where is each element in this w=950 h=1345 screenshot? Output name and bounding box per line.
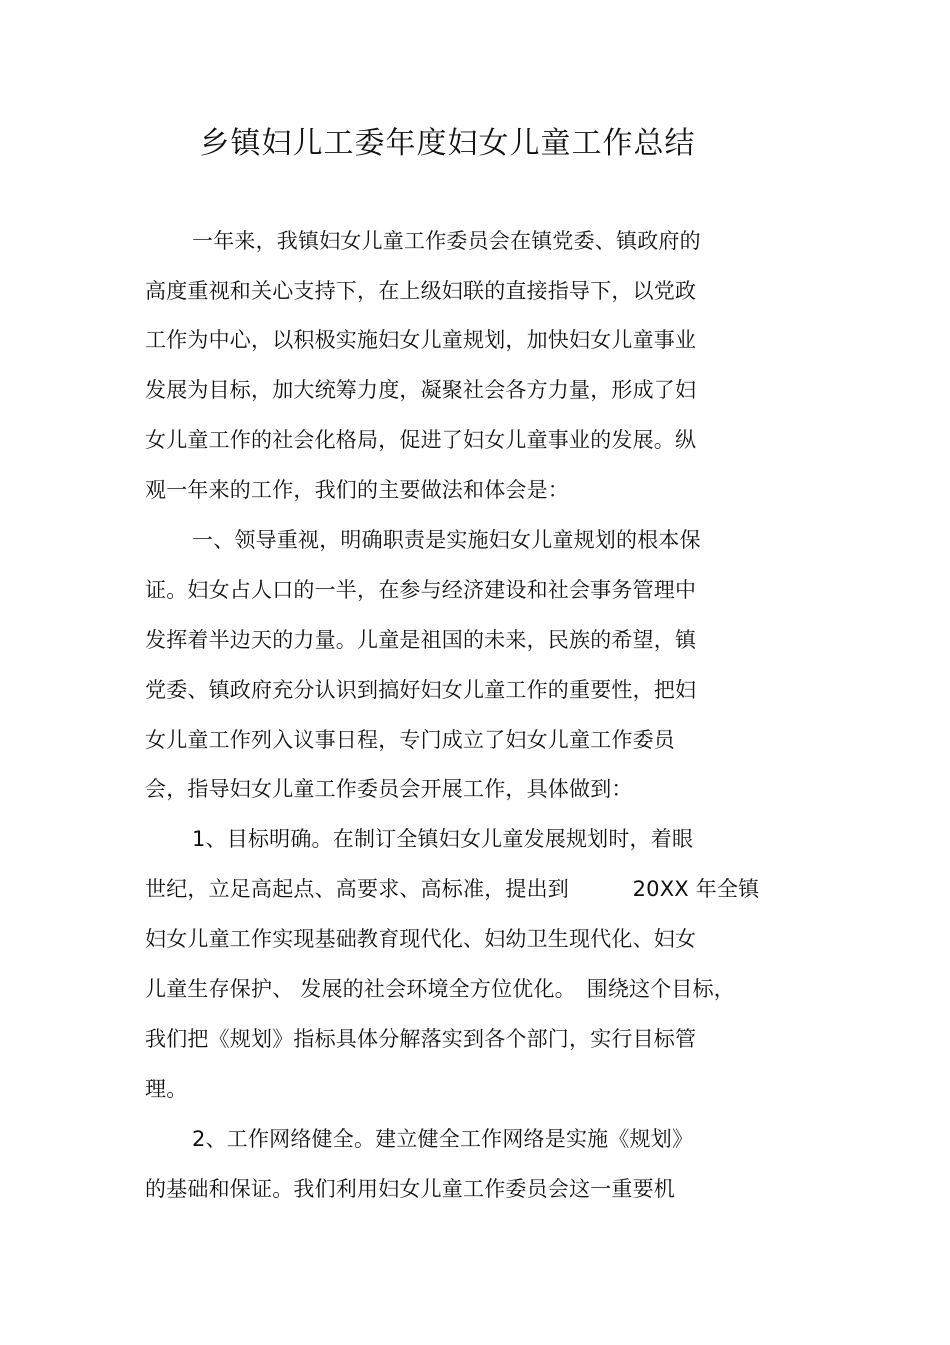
paragraph-line: 2、工作网络健全。建立健全工作网络是实施《规划》 <box>192 1127 694 1151</box>
paragraph-line: 一、领导重视，明确职责是实施妇女儿童规划的根本保 <box>192 528 701 552</box>
paragraph-line: 观一年来的工作，我们的主要做法和体会是： <box>145 478 569 502</box>
paragraph-line: 儿童生存保护、 发展的社会环境全方位优化。 围绕这个目标， <box>145 977 735 1001</box>
paragraph-line: 发展为目标，加大统筹力度，凝聚社会各方力量，形成了妇 <box>145 378 697 402</box>
paragraph-line: 1、目标明确。在制订全镇妇女儿童发展规划时，着眼 <box>192 827 694 851</box>
paragraph-line: 党委、镇政府充分认识到搞好妇女儿童工作的重要性，把妇 <box>145 678 697 702</box>
paragraph-line: 女儿童工作的社会化格局，促进了妇女儿童事业的发展。纵 <box>145 428 697 452</box>
paragraph-line: 女儿童工作列入议事日程，专门成立了妇女儿童工作委员 <box>145 728 675 752</box>
document-title: 乡镇妇儿工委年度妇女儿童工作总结 <box>199 126 696 161</box>
paragraph-line: 理。 <box>145 1077 188 1101</box>
paragraph-line: 一年来，我镇妇女儿童工作委员会在镇党委、镇政府的 <box>192 229 701 253</box>
paragraph-line: 世纪，立足高起点、高要求、高标准，提出到 20XX 年全镇 <box>145 877 760 901</box>
paragraph-line: 的基础和保证。我们利用妇女儿童工作委员会这一重要机 <box>145 1177 675 1201</box>
paragraph-line: 妇女儿童工作实现基础教育现代化、妇幼卫生现代化、妇女 <box>145 927 697 951</box>
paragraph-line: 高度重视和关心支持下，在上级妇联的直接指导下，以党政 <box>145 279 697 303</box>
paragraph-line: 发挥着半边天的力量。儿童是祖国的未来，民族的希望，镇 <box>145 628 697 652</box>
paragraph-line: 我们把《规划》指标具体分解落实到各个部门，实行目标管 <box>145 1027 697 1051</box>
paragraph-line: 证。妇女占人口的一半，在参与经济建设和社会事务管理中 <box>145 578 697 602</box>
paragraph-line: 工作为中心，以积极实施妇女儿童规划，加快妇女儿童事业 <box>145 328 697 352</box>
paragraph-line: 会，指导妇女儿童工作委员会开展工作，具体做到： <box>145 777 633 801</box>
